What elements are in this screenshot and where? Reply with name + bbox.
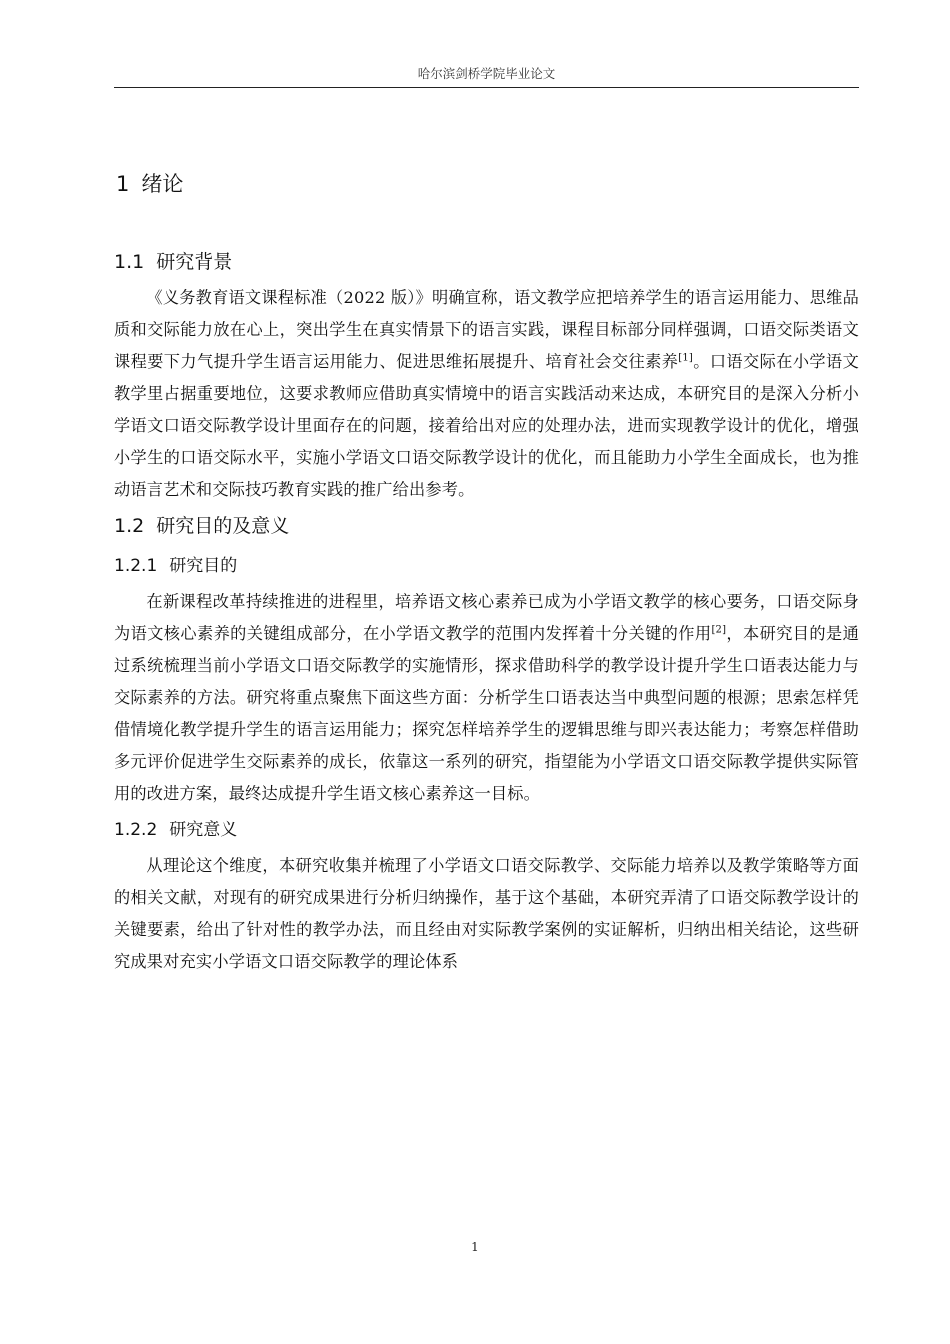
citation-marker[interactable]: [2] — [711, 624, 727, 636]
chapter-title: 绪论 — [141, 172, 184, 196]
paragraph-text: 在新课程改革持续推进的进程里，培养语文核心素养已成为小学语文教学的核心要务，口语交际身为语文核心素养的关键组成部分，在小学语文教学的范围内发挥着十分关键的作用 — [114, 592, 859, 643]
citation-marker[interactable]: [1] — [678, 352, 694, 364]
page-body — [114, 150, 859, 978]
section-title: 研究目的及意义 — [156, 515, 290, 537]
section-number: 1.2 — [114, 515, 145, 537]
subsection-title: 研究目的 — [169, 556, 238, 576]
paragraph-research-purpose — [114, 586, 859, 810]
running-header: 哈尔滨剑桥学院毕业论文 — [417, 66, 556, 81]
paragraph-text: ，本研究目的是通过系统梳理当前小学语文口语交际教学的实施情形，探求借助科学的教学设计提升学生口语表达能力与交际素养的方法。研究将重点聚焦下面这些方面：分析学生口语表达当中典型问题的根源；思索怎样凭借情境化教学提升学生的语言运用能力；探究怎样培养学生的逻辑思维与即兴表达能力；考察怎样借助多元评价促进学生交际素养的成长，依靠这一系列的研究，指望能为小学语文口语交际教学提供实际管用的改进方案，最终达成提升学生语文核心素养这一目标。 — [114, 624, 859, 803]
paragraph-text: 《义务教育语文课程标准（2022 版）》明确宣称，语文教学应把培养学生的语言运用能力、思维品质和交际能力放在心上，突出学生在真实情景下的语言实践，课程目标部分同样强调，口语交际类语文课程要下力气提升学生语言运用能力、促进思维拓展提升、培育社会交往素养 — [114, 288, 859, 371]
paragraph-research-significance: 从理论这个维度，本研究收集并梳理了小学语文口语交际教学、交际能力培养以及教学策略等方面的相关文献，对现有的研究成果进行分析归纳操作，基于这个基础，本研究弄清了口语交际教学设计的关键要素，给出了针对性的教学办法，而且经由对实际教学案例的实证解析，归纳出相关结论，这些研究成果对充实小学语文口语交际教学的理论体系 — [114, 856, 859, 971]
section-heading-1-1 — [114, 242, 859, 282]
subsection-heading-1-2-1 — [114, 546, 859, 586]
header-rule — [114, 87, 859, 88]
subsection-number: 1.2.2 — [114, 820, 158, 840]
subsection-number: 1.2.1 — [114, 556, 158, 576]
chapter-number: 1 — [116, 172, 130, 196]
section-number: 1.1 — [114, 251, 145, 273]
section-title: 研究背景 — [156, 251, 233, 273]
page-number: 1 — [471, 1240, 479, 1254]
section-heading-1-2 — [114, 506, 859, 546]
subsection-title: 研究意义 — [169, 820, 238, 840]
subsection-heading-1-2-2 — [114, 810, 859, 850]
paragraph-text: 。口语交际在小学语文教学里占据重要地位，这要求教师应借助真实情境中的语言实践活动来达成，本研究目的是深入分析小学语文口语交际教学设计里面存在的问题，接着给出对应的处理办法，进而实现教学设计的优化，增强小学生的口语交际水平，实施小学语文口语交际教学设计的优化，而且能助力小学生全面成长，也为推动语言艺术和交际技巧教育实践的推广给出参考。 — [114, 352, 859, 499]
paragraph-research-background — [114, 282, 859, 506]
chapter-heading — [116, 162, 859, 206]
